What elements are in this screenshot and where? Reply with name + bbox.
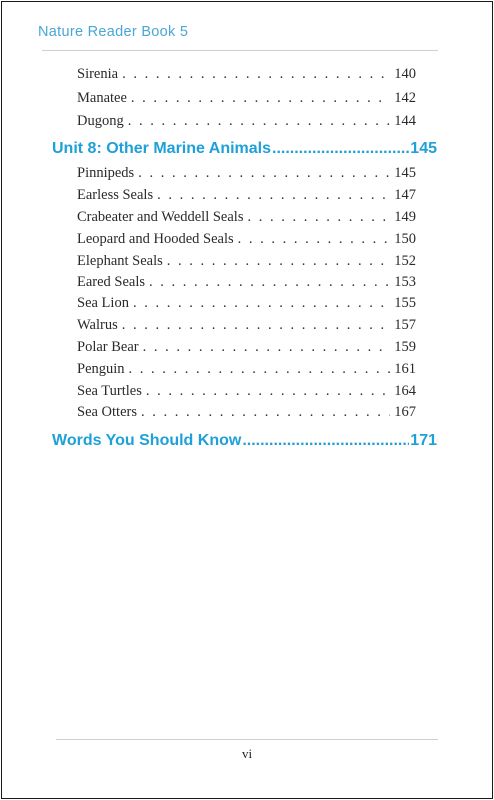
toc-leader-dots: [128, 113, 391, 130]
toc-entry-page: 150: [394, 231, 416, 247]
toc-leader-dots: [138, 165, 390, 182]
toc-entry-page: 145: [394, 165, 416, 181]
toc-entry-label: Eared Seals: [77, 274, 146, 290]
toc-leader-dots: [146, 383, 390, 400]
toc-leader-dots: [141, 404, 390, 421]
toc-entry-leopard-hooded-seals[interactable]: [77, 231, 416, 248]
book-title: Nature Reader Book 5: [38, 24, 189, 40]
header-divider: [42, 50, 438, 51]
toc-unit-label: Unit 8: Other Marine Animals: [52, 140, 271, 157]
toc-entry-earless-seals[interactable]: [77, 187, 416, 204]
toc-entry-page: 142: [394, 90, 416, 106]
toc-entry-page: 153: [394, 274, 416, 290]
toc-entry-label: Sea Turtles: [77, 383, 142, 399]
toc-entry-penguin[interactable]: [77, 361, 416, 378]
toc-entry-label: Manatee: [77, 90, 127, 106]
toc-entry-label: Leopard and Hooded Seals: [77, 231, 234, 247]
toc-entry-label: Sea Lion: [77, 295, 129, 311]
toc-entry-sea-lion[interactable]: [77, 295, 416, 312]
toc-entry-eared-seals[interactable]: [77, 274, 416, 291]
toc-unit-page: 171: [410, 432, 437, 449]
toc-leader-dots: [122, 317, 391, 334]
toc-entry-manatee[interactable]: [77, 90, 416, 107]
toc-unit-label: Words You Should Know: [52, 432, 242, 449]
toc-entry-dugong[interactable]: [77, 113, 416, 130]
toc-entry-label: Elephant Seals: [77, 253, 163, 269]
toc-entry-pinnipeds[interactable]: [77, 165, 416, 182]
toc-entry-label: Pinnipeds: [77, 165, 135, 181]
toc-leader-dots: [149, 274, 390, 291]
toc-leader-dots: [238, 231, 391, 248]
toc-unit-8-heading[interactable]: [52, 140, 437, 158]
toc-leader-dots: [129, 361, 391, 378]
toc-leader-dots: [131, 90, 390, 107]
toc-leader-dots: [122, 66, 390, 83]
page-number: vi: [241, 746, 253, 761]
toc-leader-dots: [167, 253, 390, 270]
toc-leader-dots: [242, 432, 409, 450]
toc-unit-page: 145: [410, 140, 437, 157]
toc-entry-crabeater-weddell-seals[interactable]: [77, 209, 416, 226]
toc-entry-label: Dugong: [77, 113, 124, 129]
toc-entry-page: 152: [394, 253, 416, 269]
toc-leader-dots: [272, 140, 409, 158]
toc-entry-page: 167: [394, 404, 416, 420]
toc-entry-page: 149: [394, 209, 416, 225]
toc-entry-label: Sirenia: [77, 66, 119, 82]
toc-entry-label: Crabeater and Weddell Seals: [77, 209, 244, 225]
toc-entry-sirenia[interactable]: [77, 66, 416, 83]
footer-divider: [56, 739, 438, 740]
toc-entry-walrus[interactable]: [77, 317, 416, 334]
toc-entry-elephant-seals[interactable]: [77, 253, 416, 270]
toc-entry-label: Walrus: [77, 317, 118, 333]
toc-entry-sea-otters[interactable]: [77, 404, 416, 421]
toc-entry-label: Earless Seals: [77, 187, 154, 203]
toc-leader-dots: [143, 339, 391, 356]
toc-entry-label: Polar Bear: [77, 339, 139, 355]
toc-entry-label: Penguin: [77, 361, 125, 377]
toc-leader-dots: [157, 187, 390, 204]
toc-words-heading[interactable]: [52, 432, 437, 450]
toc-leader-dots: [133, 295, 390, 312]
toc-entry-label: Sea Otters: [77, 404, 137, 420]
toc-entry-page: 159: [394, 339, 416, 355]
toc-entry-page: 140: [394, 66, 416, 82]
toc-entry-sea-turtles[interactable]: [77, 383, 416, 400]
toc-entry-page: 164: [394, 383, 416, 399]
toc-entry-page: 161: [394, 361, 416, 377]
toc-entry-page: 157: [394, 317, 416, 333]
toc-entry-polar-bear[interactable]: [77, 339, 416, 356]
toc-entry-page: 155: [394, 295, 416, 311]
toc-leader-dots: [247, 209, 390, 226]
toc-entry-page: 144: [394, 113, 416, 129]
toc-entry-page: 147: [394, 187, 416, 203]
